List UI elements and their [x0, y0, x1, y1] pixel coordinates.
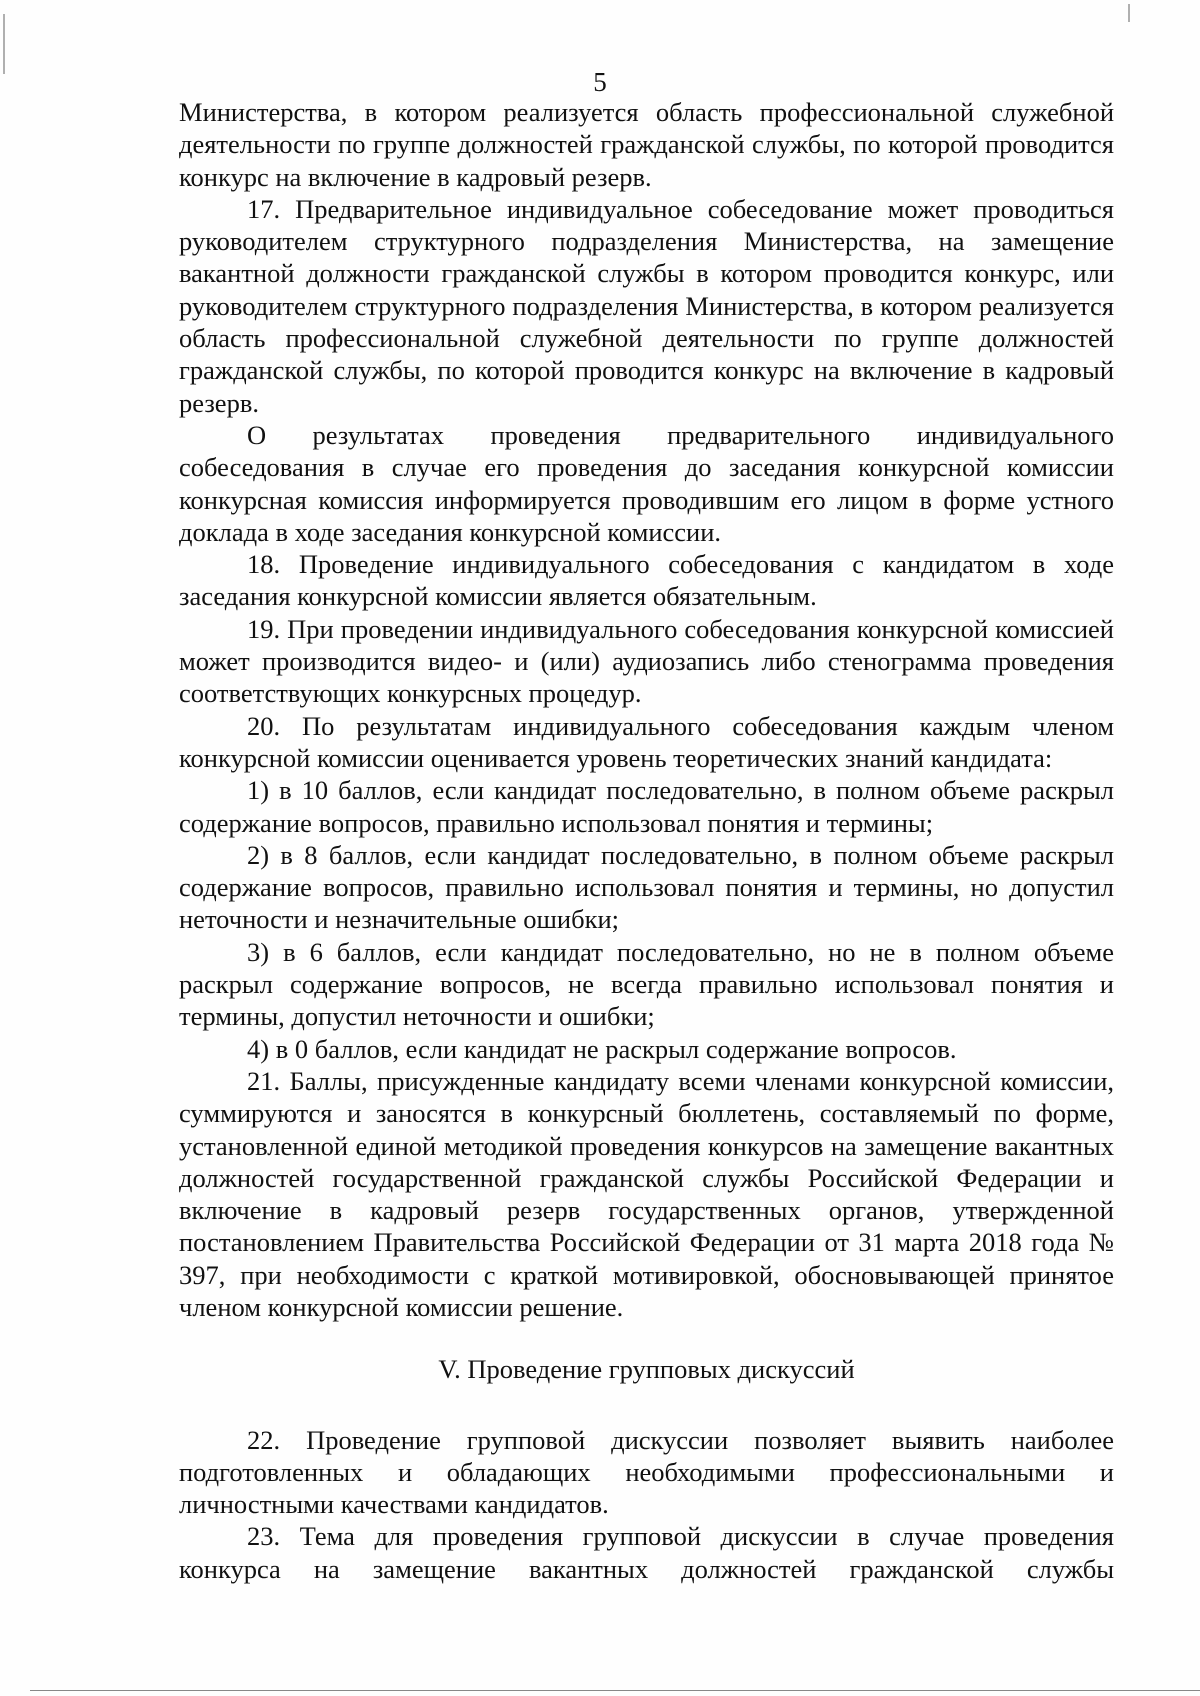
section-title: V. Проведение групповых дискуссий — [438, 1354, 855, 1385]
document-text — [179, 96, 1114, 1585]
list-item-score-8: 2) в 8 баллов, если кандидат последовательно, в полном объеме раскрыл содержание вопросов, правильно использовал понятия и термины, но допустил неточности и незначительные ошибки; — [179, 839, 1114, 935]
scan-artifact-left — [3, 14, 5, 74]
scan-artifact-top-right — [1128, 4, 1130, 22]
list-item-score-0: 4) в 0 баллов, если кандидат не раскрыл содержание вопросов. — [247, 1033, 957, 1064]
paragraph-17-results: О результатах проведения предварительного индивидуального собеседования в случае его проведения до заседания конкурсной комиссии конкурсная комиссия информируется проводившим его лицом в форме устного доклада в ходе заседания конкурсной комиссии. — [179, 419, 1114, 547]
list-item-score-6: 3) в 6 баллов, если кандидат последовательно, но не в полном объеме раскрыл содержание вопросов, не всегда правильно использовал понятия и термины, допустил неточности и ошибки; — [179, 936, 1114, 1032]
paragraph-17: 17. Предварительное индивидуальное собеседование может проводиться руководителем структурного подразделения Министерства, на замещение вакантной должности гражданской службы в котором проводится конкурс, или руководителем структурного подразделения Министерства, в котором реализуется область профессиональной служебной деятельности по группе должностей гражданской службы, по которой проводится конкурс на включение в кадровый резерв. — [179, 193, 1114, 418]
paragraph-18: 18. Проведение индивидуального собеседования с кандидатом в ходе заседания конкурсной комиссии является обязательным. — [179, 549, 1114, 612]
page-number: 5 — [593, 67, 607, 97]
paragraph-23: 23. Тема для проведения групповой дискуссии в случае проведения конкурса на замещение вакантных должностей гражданской службы — [179, 1521, 1114, 1584]
paragraph-19: 19. При проведении индивидуального собеседования конкурсной комиссией может производится видео- и (или) аудиозапись либо стенограмма проведения соответствующих конкурсных процедур. — [179, 613, 1114, 709]
paragraph-21: 21. Баллы, присужденные кандидату всеми членами конкурсной комиссии, суммируются и заносятся в конкурсный бюллетень, составляемый по форме, установленной единой методикой проведения конкурсов на замещение вакантных должностей государственной гражданской службы Российской Федерации и включение в кадровый резерв государственных органов, утвержденной постановлением Правительства Российской Федерации от 31 марта 2018 года № 397, при необходимости с краткой мотивировкой, обосновывающей принятое членом конкурсной комиссии решение. — [179, 1065, 1114, 1322]
list-item-score-10: 1) в 10 баллов, если кандидат последовательно, в полном объеме раскрыл содержание вопросов, правильно использовал понятия и термины; — [179, 775, 1114, 838]
paragraph-22: 22. Проведение групповой дискуссии позволяет выявить наиболее подготовленных и обладающих необходимыми профессиональными и личностными качествами кандидатов. — [179, 1424, 1114, 1520]
scan-bottom-edge — [30, 1690, 1200, 1691]
paragraph-20: 20. По результатам индивидуального собеседования каждым членом конкурсной комиссии оценивается уровень теоретических знаний кандидата: — [179, 710, 1114, 773]
paragraph-continuation: Министерства, в котором реализуется область профессиональной служебной деятельности по группе должностей гражданской службы, по которой проводится конкурс на включение в кадровый резерв. — [179, 97, 1114, 192]
